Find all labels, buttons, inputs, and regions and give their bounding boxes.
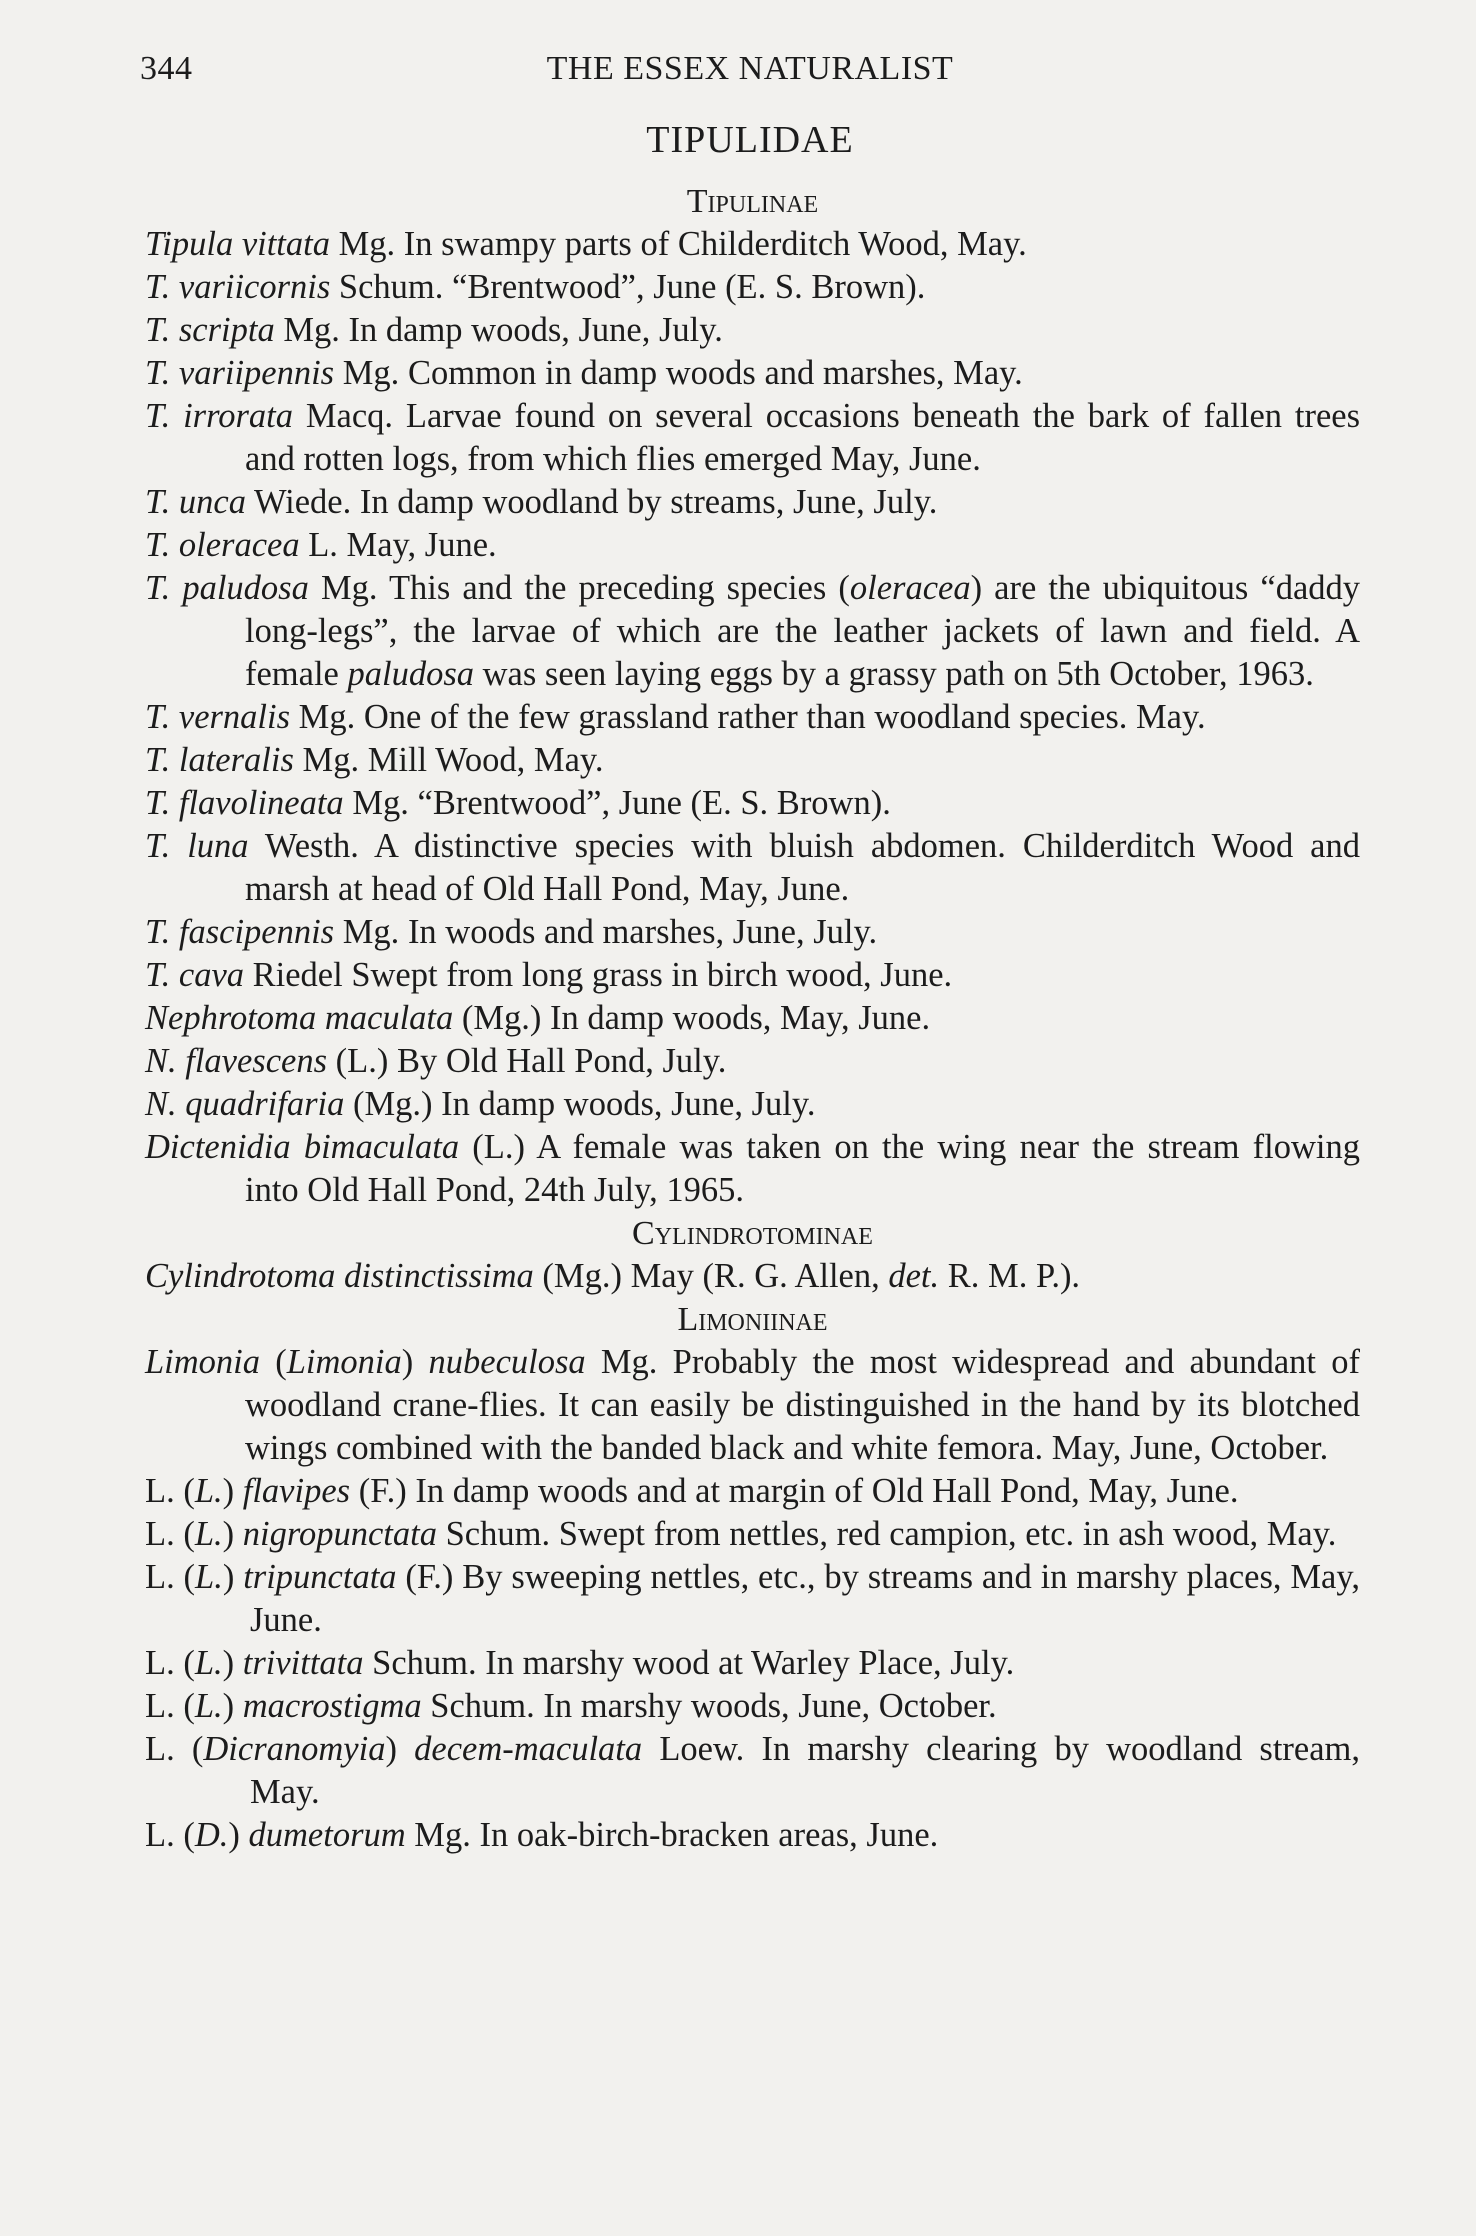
species-entry: T. oleracea L. May, June.: [145, 526, 497, 564]
species-name: T. luna: [145, 827, 249, 865]
species-entry: Limonia (Limonia) nubeculosa Mg. Probably the most widespread and abundant of woodland crane-flies. It can easily be distinguished in the hand by its blotched wings combined with the banded black and white femora. May, June, October.: [145, 1343, 1360, 1467]
running-head: [140, 50, 1360, 90]
subfamily-heading-cylindrotominae: Cylindrotominae: [632, 1215, 873, 1252]
species-name: T. flavolineata: [145, 784, 344, 822]
species-name: T. cava: [145, 956, 245, 994]
species-name: Tipula vittata: [145, 225, 330, 263]
species-entry: T. lateralis Mg. Mill Wood, May.: [145, 741, 604, 779]
species-entry: T. unca Wiede. In damp woodland by streams, June, July.: [145, 483, 938, 521]
species-name: T. fascipennis: [145, 913, 335, 951]
species-name: T. scripta: [145, 311, 275, 349]
species-entry: T. paludosa Mg. This and the preceding species (oleracea) are the ubiquitous “daddy long-legs”, the larvae of which are the leather jackets of lawn and field. A female paludosa was seen laying eggs by a grassy path on 5th October, 1963.: [145, 569, 1361, 693]
family-title: TIPULIDAE: [646, 119, 854, 161]
species-entry: Nephrotoma maculata (Mg.) In damp woods, May, June.: [145, 999, 931, 1037]
species-name: trivittata: [242, 1644, 364, 1682]
species-name: macrostigma: [242, 1687, 422, 1725]
species-entry: T. flavolineata Mg. “Brentwood”, June (E. S. Brown).: [145, 784, 891, 822]
species-name: T. variipennis: [145, 354, 335, 392]
species-name: T. paludosa: [145, 569, 309, 607]
species-entry: L. (L.) nigropunctata Schum. Swept from nettles, red campion, etc. in ash wood, May.: [145, 1515, 1337, 1553]
species-entry: L. (L.) macrostigma Schum. In marshy woods, June, October.: [145, 1687, 997, 1725]
species-name: nigropunctata: [242, 1515, 437, 1553]
species-name: Nephrotoma maculata: [145, 999, 454, 1037]
species-name: T. variicornis: [145, 268, 331, 306]
species-name: T. vernalis: [145, 698, 291, 736]
species-name: decem-maculata: [414, 1730, 643, 1768]
species-entry: L. (D.) dumetorum Mg. In oak-birch-bracken areas, June.: [145, 1816, 939, 1854]
species-name: N. quadrifaria: [145, 1085, 345, 1123]
species-entry: T. vernalis Mg. One of the few grassland rather than woodland species. May.: [145, 698, 1206, 736]
species-entry: T. variicornis Schum. “Brentwood”, June (E. S. Brown).: [145, 268, 926, 306]
species-name: Limonia: [145, 1343, 261, 1381]
species-entry: L. (Dicranomyia) decem-maculata Loew. In marshy clearing by woodland stream, May.: [145, 1730, 1360, 1811]
species-entry: T. scripta Mg. In damp woods, June, July.: [145, 311, 723, 349]
species-entry: T. cava Riedel Swept from long grass in birch wood, June.: [145, 956, 953, 994]
species-entry: L. (L.) flavipes (F.) In damp woods and at margin of Old Hall Pond, May, June.: [145, 1472, 1239, 1510]
species-name: T. unca: [145, 483, 246, 521]
species-entry: T. variipennis Mg. Common in damp woods and marshes, May.: [145, 354, 1023, 392]
species-name: T. oleracea: [145, 526, 300, 564]
species-name: dumetorum: [248, 1816, 406, 1854]
species-entry: T. fascipennis Mg. In woods and marshes, June, July.: [145, 913, 878, 951]
species-entry: N. flavescens (L.) By Old Hall Pond, July.: [145, 1042, 727, 1080]
species-name: N. flavescens: [145, 1042, 328, 1080]
species-name: Cylindrotoma distinctissima: [145, 1257, 534, 1295]
species-name: tripunctata: [243, 1558, 397, 1596]
species-entry: Cylindrotoma distinctissima (Mg.) May (R. G. Allen, det. R. M. P.).: [145, 1257, 1081, 1295]
subfamily-heading-tipulinae: Tipulinae: [686, 183, 819, 220]
species-entry: N. quadrifaria (Mg.) In damp woods, June, July.: [145, 1085, 816, 1123]
species-entry: Dictenidia bimaculata (L.) A female was taken on the wing near the stream flowing into Old Hall Pond, 24th July, 1965.: [145, 1128, 1360, 1209]
species-name: T. irrorata: [145, 397, 294, 435]
subfamily-heading-limoniinae: Limoniinae: [677, 1301, 828, 1338]
article-body: [145, 180, 1360, 1857]
species-name: T. lateralis: [145, 741, 294, 779]
species-entry: T. irrorata Macq. Larvae found on several occasions beneath the bark of fallen trees and rotten logs, from which flies emerged May, June.: [145, 397, 1360, 478]
species-entry: L. (L.) trivittata Schum. In marshy wood at Warley Place, July.: [145, 1644, 1015, 1682]
species-entry: T. luna Westh. A distinctive species with bluish abdomen. Childerditch Wood and marsh at head of Old Hall Pond, May, June.: [145, 827, 1360, 908]
page-number: 344: [140, 50, 193, 87]
journal-title: THE ESSEX NATURALIST: [546, 50, 954, 87]
species-name: Dictenidia bimaculata: [145, 1128, 460, 1166]
species-name: flavipes: [242, 1472, 351, 1510]
species-entry: Tipula vittata Mg. In swampy parts of Childerditch Wood, May.: [145, 225, 1027, 263]
species-entry: L. (L.) tripunctata (F.) By sweeping nettles, etc., by streams and in marshy places, May, June.: [145, 1558, 1360, 1639]
